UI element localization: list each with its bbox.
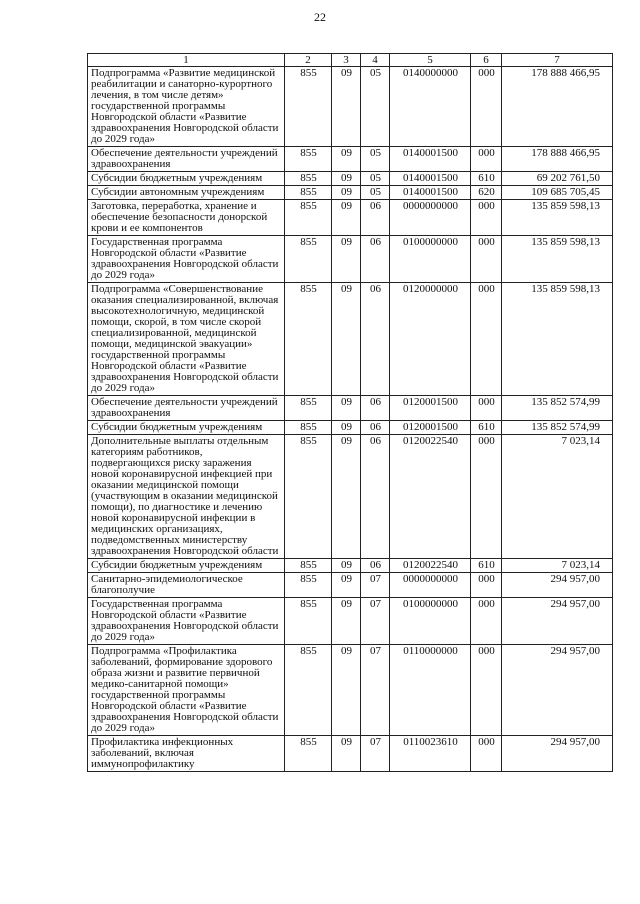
ministry-code: 855 [285,736,332,772]
item-name: Обеспечение деятельности учреждений здравоохранения [88,147,285,172]
column-header-1: 1 [88,54,285,67]
table-row [88,736,613,772]
expense-type-code: 000 [471,645,502,736]
target-article-code: 0110000000 [390,645,471,736]
section-code: 09 [332,396,361,421]
ministry-code: 855 [285,172,332,186]
ministry-code: 855 [285,236,332,283]
amount: 69 202 761,50 [502,172,613,186]
page-number: 22 [314,10,326,24]
column-header-6: 6 [471,54,502,67]
expense-type-code: 000 [471,283,502,396]
amount: 109 685 705,45 [502,186,613,200]
ministry-code: 855 [285,67,332,147]
column-header-5: 5 [390,54,471,67]
target-article-code: 0000000000 [390,573,471,598]
expense-type-code: 620 [471,186,502,200]
expense-type-code: 000 [471,200,502,236]
item-name: Субсидии бюджетным учреждениям [88,421,285,435]
subsection-code: 05 [361,147,390,172]
expense-type-code: 000 [471,736,502,772]
section-code: 09 [332,186,361,200]
table-body [88,67,613,772]
expense-type-code: 000 [471,573,502,598]
amount: 7 023,14 [502,559,613,573]
target-article-code: 0100000000 [390,236,471,283]
column-header-2: 2 [285,54,332,67]
column-header-3: 3 [332,54,361,67]
ministry-code: 855 [285,147,332,172]
expense-type-code: 000 [471,435,502,559]
section-code: 09 [332,67,361,147]
target-article-code: 0120022540 [390,559,471,573]
section-code: 09 [332,573,361,598]
target-article-code: 0140001500 [390,172,471,186]
expense-type-code: 610 [471,559,502,573]
item-name: Подпрограмма «Совершенствование оказания специализированной, включая высокотехнологичную, медицинской помощи, скорой, в том числе скорой специализированной, медицинской помощи, медицинской эвакуации» государственной программы Новгородской области «Развитие здравоохранения Новгородской области до 2029 года» [88,283,285,396]
table-row [88,645,613,736]
item-name: Субсидии бюджетным учреждениям [88,172,285,186]
table-row [88,598,613,645]
subsection-code: 05 [361,172,390,186]
subsection-code: 07 [361,645,390,736]
amount: 135 859 598,13 [502,236,613,283]
table-row [88,236,613,283]
amount: 135 852 574,99 [502,421,613,435]
item-name: Субсидии автономным учреждениям [88,186,285,200]
expense-type-code: 610 [471,172,502,186]
subsection-code: 07 [361,573,390,598]
column-header-7: 7 [502,54,613,67]
target-article-code: 0100000000 [390,598,471,645]
table-row [88,67,613,147]
table-row [88,283,613,396]
table-row [88,200,613,236]
item-name: Санитарно-эпидемиологическое благополучие [88,573,285,598]
item-name: Заготовка, переработка, хранение и обеспечение безопасности донорской крови и ее компонентов [88,200,285,236]
amount: 135 859 598,13 [502,200,613,236]
amount: 7 023,14 [502,435,613,559]
ministry-code: 855 [285,396,332,421]
subsection-code: 06 [361,236,390,283]
expense-type-code: 000 [471,147,502,172]
subsection-code: 06 [361,559,390,573]
item-name: Государственная программа Новгородской области «Развитие здравоохранения Новгородской области до 2029 года» [88,598,285,645]
subsection-code: 05 [361,186,390,200]
column-header-4: 4 [361,54,390,67]
subsection-code: 07 [361,598,390,645]
item-name: Субсидии бюджетным учреждениям [88,559,285,573]
table-row [88,559,613,573]
target-article-code: 0140001500 [390,186,471,200]
expense-type-code: 000 [471,67,502,147]
expense-type-code: 610 [471,421,502,435]
item-name: Профилактика инфекционных заболеваний, включая иммунопрофилактику [88,736,285,772]
item-name: Подпрограмма «Развитие медицинской реабилитации и санаторно-курортного лечения, в том числе детям» государственной программы Новгородской области «Развитие здравоохранения Новгородской области до 2029 года» [88,67,285,147]
target-article-code: 0120000000 [390,283,471,396]
ministry-code: 855 [285,421,332,435]
ministry-code: 855 [285,598,332,645]
amount: 294 957,00 [502,736,613,772]
section-code: 09 [332,236,361,283]
item-name: Дополнительные выплаты отдельным категориям работников, подвергающихся риску заражения новой коронавирусной инфекцией при оказании медицинской помощи (участвующим в оказании медицинской помощи), по диагностике и лечению новой коронавирусной инфекции в медицинских организациях, подведомственных министерству здравоохранения Новгородской области [88,435,285,559]
amount: 178 888 466,95 [502,67,613,147]
section-code: 09 [332,559,361,573]
amount: 135 852 574,99 [502,396,613,421]
section-code: 09 [332,736,361,772]
expense-type-code: 000 [471,396,502,421]
ministry-code: 855 [285,645,332,736]
section-code: 09 [332,435,361,559]
subsection-code: 06 [361,396,390,421]
item-name: Государственная программа Новгородской области «Развитие здравоохранения Новгородской области до 2029 года» [88,236,285,283]
ministry-code: 855 [285,573,332,598]
ministry-code: 855 [285,186,332,200]
table-row [88,396,613,421]
ministry-code: 855 [285,283,332,396]
amount: 294 957,00 [502,645,613,736]
section-code: 09 [332,598,361,645]
subsection-code: 06 [361,200,390,236]
subsection-code: 06 [361,421,390,435]
subsection-code: 06 [361,435,390,559]
ministry-code: 855 [285,435,332,559]
section-code: 09 [332,645,361,736]
expense-type-code: 000 [471,236,502,283]
item-name: Обеспечение деятельности учреждений здравоохранения [88,396,285,421]
subsection-code: 07 [361,736,390,772]
target-article-code: 0140000000 [390,67,471,147]
target-article-code: 0140001500 [390,147,471,172]
section-code: 09 [332,283,361,396]
section-code: 09 [332,200,361,236]
table-row [88,147,613,172]
ministry-code: 855 [285,559,332,573]
ministry-code: 855 [285,200,332,236]
section-code: 09 [332,421,361,435]
expense-type-code: 000 [471,598,502,645]
target-article-code: 0000000000 [390,200,471,236]
header-row [88,54,613,67]
table-row [88,573,613,598]
subsection-code: 05 [361,67,390,147]
section-code: 09 [332,147,361,172]
table-row [88,186,613,200]
item-name: Подпрограмма «Профилактика заболеваний, формирование здорового образа жизни и развитие первичной медико-санитарной помощи» государственной программы Новгородской области «Развитие здравоохранения Новгородской области до 2029 года» [88,645,285,736]
amount: 294 957,00 [502,598,613,645]
amount: 294 957,00 [502,573,613,598]
section-code: 09 [332,172,361,186]
target-article-code: 0120001500 [390,396,471,421]
table-row [88,435,613,559]
table-row [88,421,613,435]
target-article-code: 0120022540 [390,435,471,559]
subsection-code: 06 [361,283,390,396]
table-row [88,172,613,186]
amount: 178 888 466,95 [502,147,613,172]
amount: 135 859 598,13 [502,283,613,396]
target-article-code: 0110023610 [390,736,471,772]
budget-table [87,53,613,772]
target-article-code: 0120001500 [390,421,471,435]
